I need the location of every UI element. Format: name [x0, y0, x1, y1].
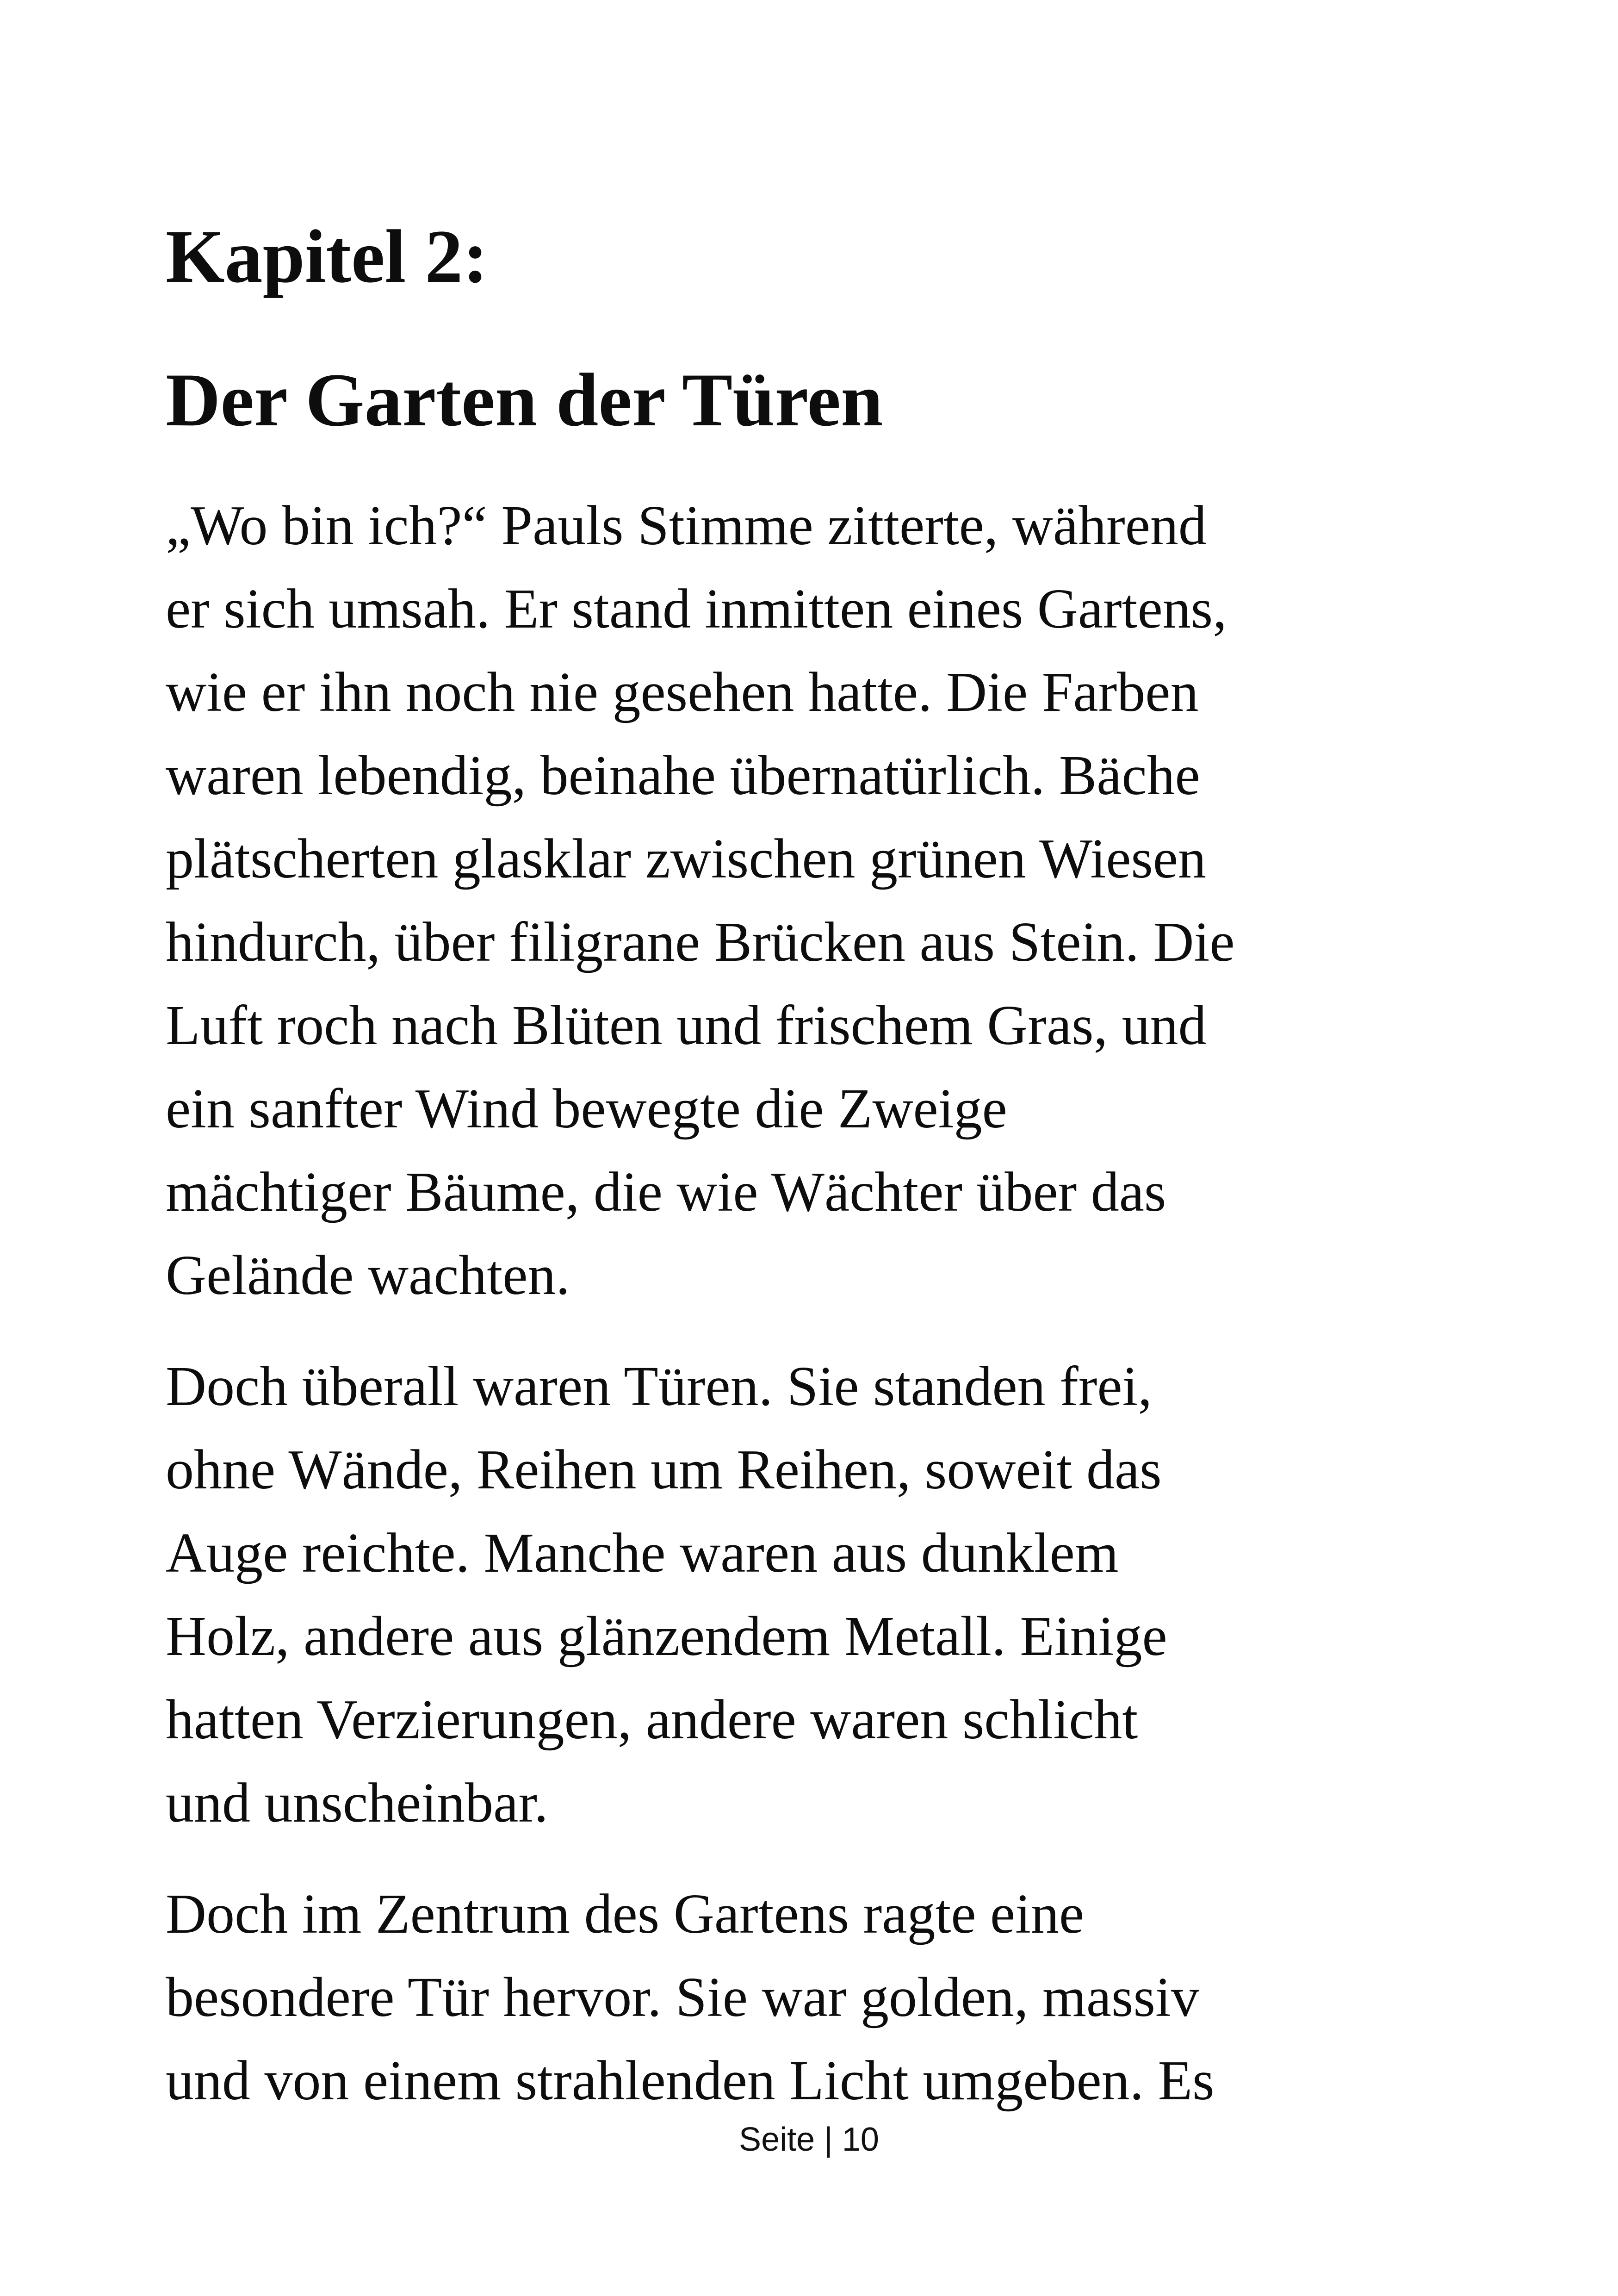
text-line: Auge reichte. Manche waren aus dunklem — [166, 1522, 1119, 1584]
paragraph-1 — [166, 484, 1461, 1317]
chapter-number: Kapitel 2: — [166, 215, 488, 299]
text-line: wie er ihn noch nie gesehen hatte. Die Farben — [166, 661, 1199, 723]
text-line: Doch im Zentrum des Gartens ragte eine — [166, 1883, 1085, 1945]
text-line: besondere Tür hervor. Sie war golden, massiv — [166, 1966, 1199, 2028]
text-line: „Wo bin ich?“ Pauls Stimme zitterte, während — [166, 494, 1207, 557]
text-line: er sich umsah. Er stand inmitten eines Gartens, — [166, 578, 1227, 640]
text-line: Gelände wachten. — [166, 1244, 570, 1307]
text-line: hindurch, über filigrane Brücken aus Stein. Die — [166, 911, 1235, 973]
page-number: Seite | 10 — [739, 2121, 879, 2158]
text-line: ein sanfter Wind bewegte die Zweige — [166, 1077, 1007, 1140]
paragraph-3 — [166, 1873, 1461, 2122]
text-line: und unscheinbar. — [166, 1772, 548, 1834]
text-line: Luft roch nach Blüten und frischem Gras, und — [166, 994, 1207, 1057]
text-line: und von einem strahlenden Licht umgeben. Es — [166, 2049, 1215, 2112]
text-line: Doch überall waren Türen. Sie standen frei, — [166, 1355, 1152, 1418]
paragraph-2 — [166, 1345, 1461, 1845]
chapter-title: Der Garten der Türen — [166, 358, 883, 442]
text-line: hatten Verzierungen, andere waren schlicht — [166, 1688, 1138, 1751]
text-line: Holz, andere aus glänzendem Metall. Einige — [166, 1605, 1167, 1668]
text-line: waren lebendig, beinahe übernatürlich. Bäche — [166, 744, 1200, 807]
text-line: ohne Wände, Reihen um Reihen, soweit das — [166, 1438, 1162, 1501]
text-line: mächtiger Bäume, die wie Wächter über das — [166, 1161, 1166, 1223]
text-line: plätscherten glasklar zwischen grünen Wiesen — [166, 828, 1207, 890]
chapter-heading — [166, 185, 1461, 472]
page-content — [166, 185, 1461, 2150]
